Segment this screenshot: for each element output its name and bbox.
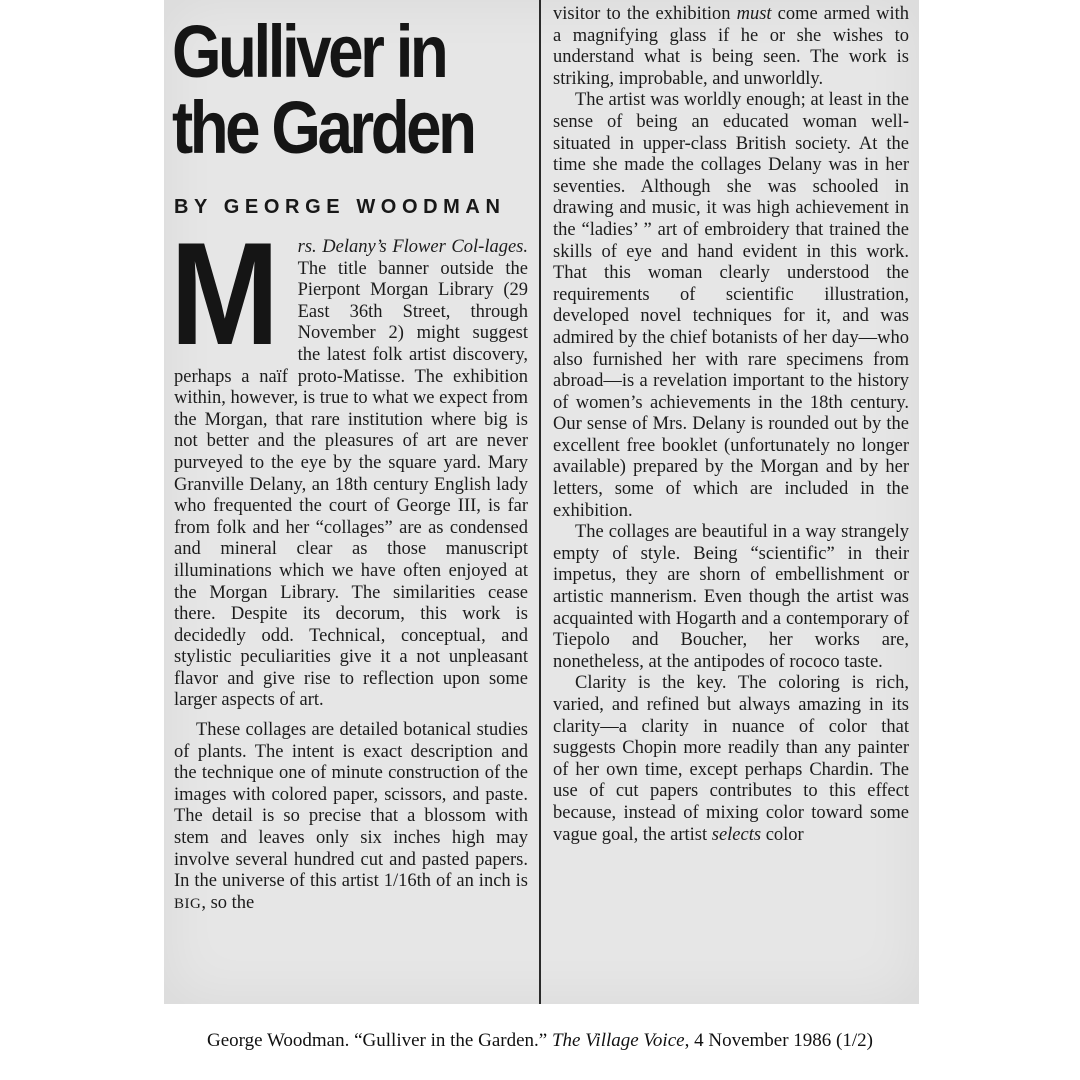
small-caps-text: BIG — [174, 895, 202, 912]
left-column — [170, 10, 528, 915]
paragraph: The collages are beautiful in a way strangely empty of style. Being “scientific” in their impetus, they are shorn of embellishment or artistic mannerism. Even though the artist was acquainted with Hogarth and a contemporary of Tiepolo and Boucher, her works are, nonetheless, at the antipodes of rococo taste. — [553, 522, 909, 672]
headline-line-2: the Garden — [172, 86, 474, 169]
figure-caption — [0, 1030, 1080, 1052]
italic-word: selects — [711, 824, 762, 845]
italic-title: rs. Delany’s Flower Col-lages. — [297, 237, 528, 257]
column-rule — [539, 0, 541, 1004]
paragraph — [174, 720, 528, 915]
paragraph-text: color — [761, 824, 804, 845]
paragraph — [553, 4, 909, 90]
caption-author-title: George Woodman. “Gulliver in the Garden.” — [207, 1030, 552, 1051]
paragraph-text: come armed with a magnifying glass if he or she wishes to understand what is being seen. The work is striking, improbable, and unworldly. — [553, 4, 909, 89]
italic-word: must — [736, 4, 772, 24]
newspaper-clipping — [164, 0, 919, 1004]
right-column — [553, 4, 909, 846]
paragraph-text: These collages are detailed botanical studies of plants. The intent is exact description and the technique one of minute construction of the images with colored paper, scissors, and paste. The detail is so precise that a blossom with stem and leaves only six inches high may involve several hundred cut and pasted papers. In the universe of this artist 1/16th of an inch is — [174, 720, 528, 892]
caption-publication: The Village Voice — [551, 1030, 685, 1051]
headline — [172, 10, 478, 174]
paragraph-text: visitor to the exhibition — [553, 4, 737, 24]
byline: BY GEORGE WOODMAN — [174, 196, 506, 218]
drop-cap: M — [170, 212, 280, 375]
paragraph — [553, 673, 909, 846]
headline-line-1: Gulliver in — [172, 10, 446, 93]
paragraph: The artist was worldly enough; at least in the sense of being an educated woman well-situated in upper-class British society. At the time she made the collages Delany was in her seventies. Although she was schooled in drawing and music, it was high achievement in the “ladies’ ” art of embroidery that trained the skills of eye and hand evident in this work. That this woman clearly understood the requirements of scientific illustration, developed novel techniques for it, and was admired by the chief botanists of her day—who also furnished her with rare specimens from abroad—is a revelation important to the history of women’s achievements in the 18th century. Our sense of Mrs. Delany is rounded out by the excellent free booklet (unfortunately no longer available) prepared by the Morgan and by her letters, some of which are included in the exhibition. — [553, 90, 909, 521]
paragraph-text: Clarity is the key. The coloring is rich, varied, and refined but always amazing in its clarity—a clarity in nuance of color that suggests Chopin more readily than any painter of her own time, except perhaps Chardin. The use of cut papers contributes to this effect because, instead of mixing color toward some vague goal, the artist — [553, 673, 909, 845]
caption-date: , 4 November 1986 (1/2) — [684, 1030, 873, 1051]
paragraph-text: The title banner outside the Pierpont Morgan Library (29 East 36th Street, through November 2) might suggest the latest folk artist discovery, perhaps a naïf proto-Matisse. The exhibition within, however, is true to what we expect from the Morgan, that rare institution where big is not better and the pleasures of art are never purveyed to the eye by the square yard. Mary Granville Delany, an 18th century English lady who frequented the court of George III, is far from folk and her “collages” are as condensed and mineral clear as those manuscript illuminations which we have often enjoyed at the Morgan Library. The similarities cease there. Despite its decorum, this work is decidedly odd. Technical, conceptual, and stylistic peculiarities give it a not unpleasant flavor and give rise to reflection upon some larger aspects of art. — [174, 258, 528, 711]
paragraph-text: , so the — [201, 892, 255, 913]
paragraph — [170, 212, 528, 712]
